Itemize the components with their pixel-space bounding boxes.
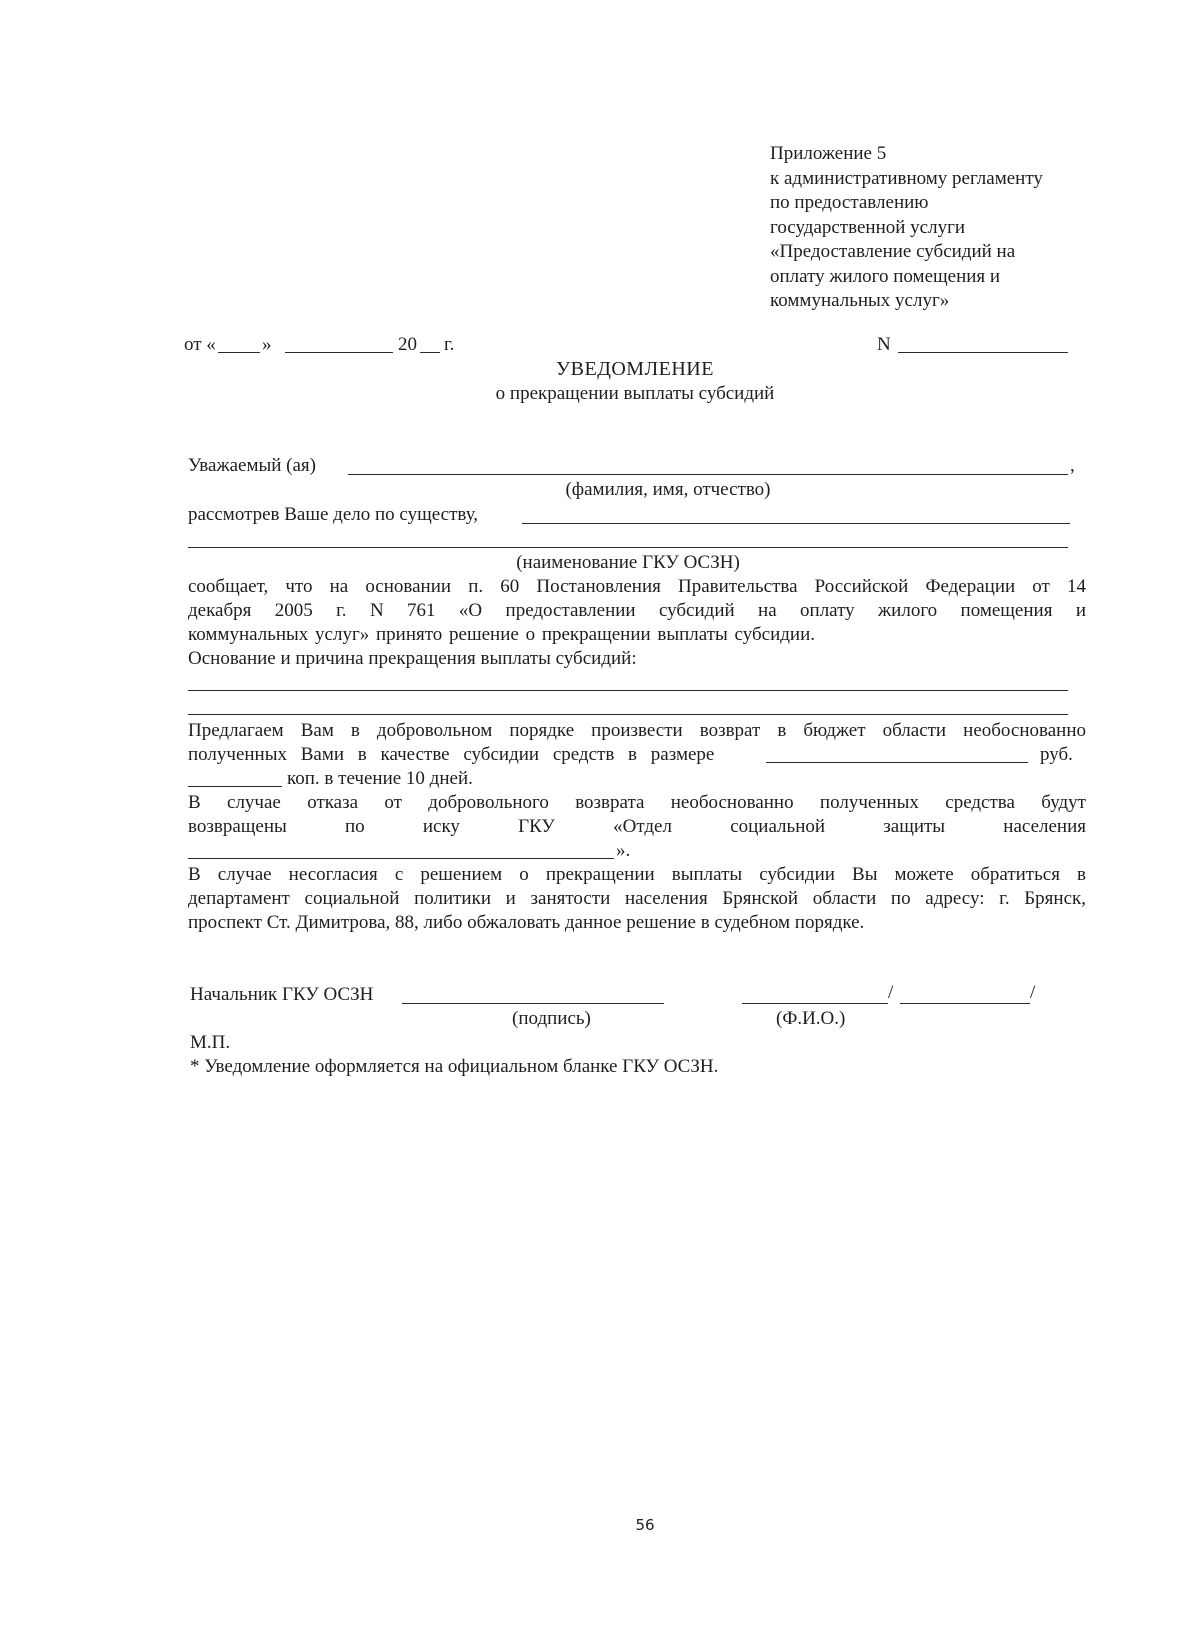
paragraph-line: проспект Ст. Димитрова, 88, либо обжаловать данное решение в судебном порядке.	[188, 912, 865, 933]
appendix-line: коммунальных услуг»	[770, 290, 950, 311]
year-suffix: г.	[444, 334, 455, 355]
paragraph-line: сообщает, что на основании п. 60 Постановления Правительства Российской Федерации от 14	[188, 576, 1086, 597]
signature-field[interactable]	[402, 1003, 664, 1004]
signature-slash: /	[888, 982, 894, 1003]
appendix-header	[770, 142, 1090, 314]
date-quote-close: »	[262, 334, 272, 355]
signature-label: Начальник ГКУ ОСЗН	[190, 984, 374, 1005]
month-field[interactable]	[285, 352, 393, 353]
considered-label: рассмотрев Ваше дело по существу,	[188, 504, 479, 525]
appendix-line: к административному регламенту	[770, 167, 1043, 189]
paragraph-line: коммунальных услуг» принято решение о прекращении выплаты субсидии.	[188, 624, 816, 645]
paragraph-line: В случае отказа от добровольного возврата необоснованно полученных средства будут	[188, 792, 1086, 813]
salutation-comma: ,	[1070, 455, 1075, 476]
appendix-line: оплату жилого помещения и	[770, 265, 1001, 287]
date-prefix: от «	[184, 334, 216, 355]
reason-field-line-1[interactable]	[188, 690, 1068, 691]
document-subtitle: о прекращении выплаты субсидий	[495, 383, 775, 404]
paragraph-line: В случае несогласия с решением о прекращении выплаты субсидии Вы можете обратиться в	[188, 864, 1086, 885]
appendix-line: по предоставлению	[770, 192, 929, 213]
considered-field[interactable]	[522, 523, 1070, 524]
surname-field[interactable]	[900, 1003, 1030, 1004]
signature-hint: (подпись)	[512, 1008, 591, 1029]
appendix-line: «Предоставление субсидий на	[770, 241, 1016, 262]
paragraph-line: Предлагаем Вам в добровольном порядке произвести возврат в бюджет области необоснованно	[188, 720, 1086, 741]
paragraph-line: департамент социальной политики и занятости населения Брянской области по адресу: г. Брянск,	[188, 888, 1086, 909]
paragraph-line: коп. в течение 10 дней.	[287, 768, 473, 789]
amount-rub-field[interactable]	[766, 762, 1028, 763]
stamp-label: М.П.	[190, 1032, 231, 1053]
reason-label: Основание и причина прекращения выплаты субсидий:	[188, 648, 637, 669]
paragraph-line: ».	[616, 840, 631, 861]
appendix-line: Приложение 5	[770, 143, 887, 164]
paragraph-line: полученных Вами в качестве субсидии средств в размере	[188, 744, 715, 765]
number-label: N	[877, 334, 891, 355]
day-field[interactable]	[218, 352, 260, 353]
document-title: УВЕДОМЛЕНИЕ	[556, 358, 714, 380]
rub-label: руб.	[1040, 744, 1073, 765]
year-prefix: 20	[398, 334, 417, 355]
salutation-label: Уважаемый (ая)	[188, 455, 316, 476]
recipient-name-field[interactable]	[348, 474, 1068, 475]
signature-slash: /	[1030, 982, 1036, 1003]
amount-kop-field[interactable]	[188, 786, 282, 787]
recipient-name-hint: (фамилия, имя, отчество)	[565, 479, 771, 500]
osz-department-field[interactable]	[188, 858, 614, 859]
paragraph-line: возвращены по иску ГКУ «Отдел социальной защиты населения	[188, 816, 1086, 837]
reason-field-line-2[interactable]	[188, 714, 1068, 715]
agency-name-hint: (наименование ГКУ ОСЗН)	[516, 552, 740, 573]
appendix-line: государственной услуги	[770, 216, 966, 238]
year-field[interactable]	[420, 352, 440, 353]
paragraph-line: декабря 2005 г. N 761 «О предоставлении субсидий на оплату жилого помещения и	[188, 600, 1086, 621]
footnote: * Уведомление оформляется на официальном бланке ГКУ ОСЗН.	[190, 1056, 719, 1077]
number-field[interactable]	[898, 352, 1068, 353]
agency-name-field[interactable]	[188, 547, 1068, 548]
initials-field[interactable]	[742, 1003, 888, 1004]
page-number: 56	[635, 1516, 655, 1534]
fio-hint: (Ф.И.О.)	[776, 1008, 846, 1029]
